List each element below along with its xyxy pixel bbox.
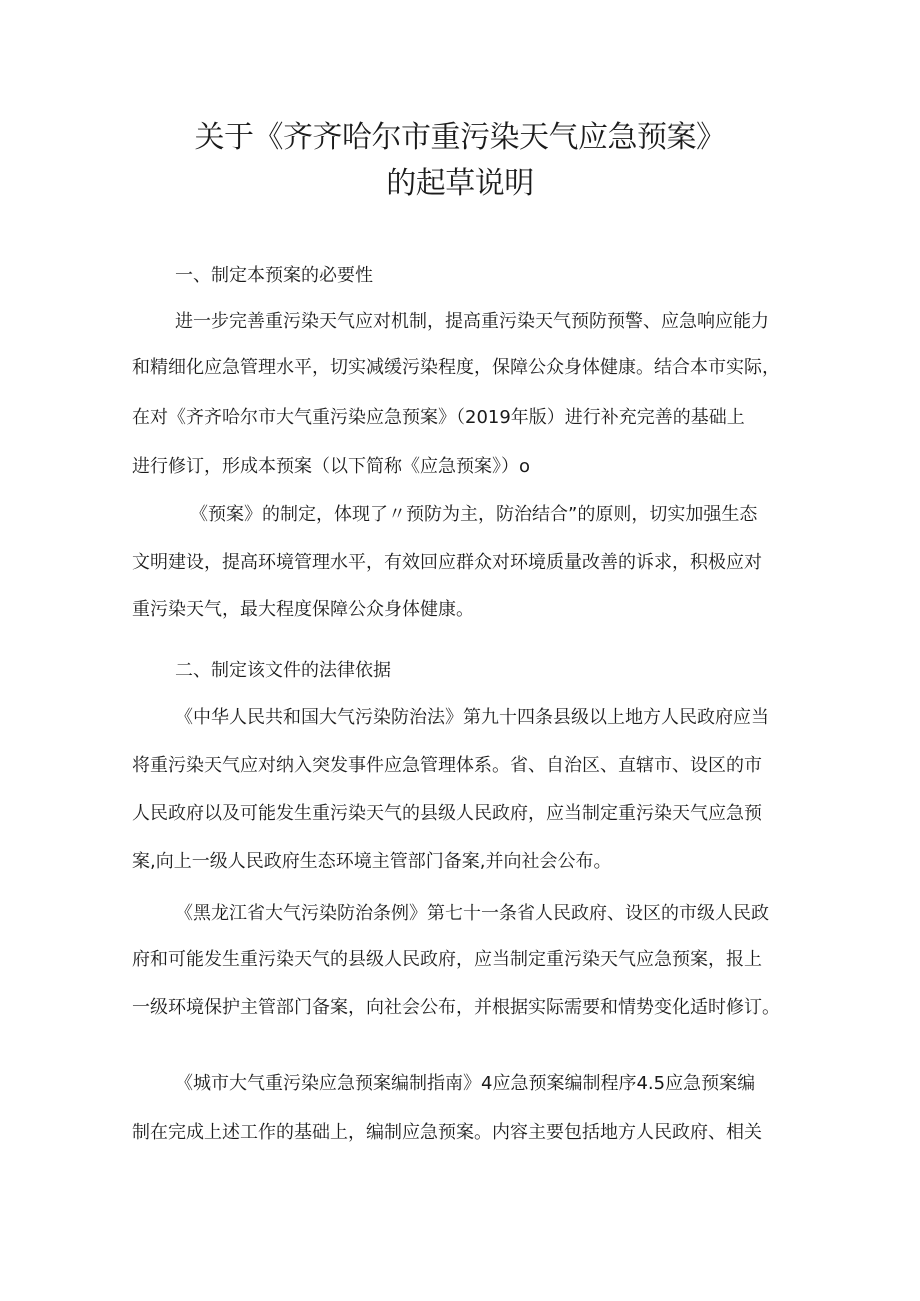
section-2-paragraph-2-line-1: 《黑龙江省大气污染防治条例》第七十一条省人民政府、设区的市级人民政 — [175, 903, 769, 924]
section-1-heading: 一、制定本预案的必要性 — [175, 265, 373, 286]
section-2-paragraph-1-line-3: 人民政府以及可能发生重污染天气的县级人民政府，应当制定重污染天气应急预 — [132, 803, 762, 824]
section-1-paragraph-1-line-2: 和精细化应急管理水平，切实减缓污染程度，保障公众身体健康。结合本市实际， — [132, 357, 780, 378]
section-2-paragraph-2-line-3: 一级环境保护主管部门备案，向社会公布，并根据实际需要和情势变化适时修订。 — [132, 997, 780, 1018]
section-2-paragraph-2-line-2: 府和可能发生重污染天气的县级人民政府，应当制定重污染天气应急预案，报上 — [132, 949, 762, 970]
section-2-paragraph-1-line-1: 《中华人民共和国大气污染防治法》第九十四条县级以上地方人民政府应当 — [175, 707, 769, 728]
section-2-heading: 二、制定该文件的法律依据 — [175, 660, 391, 681]
section-2-paragraph-3-line-1: 《城市大气重污染应急预案编制指南》4应急预案编制程序4.5应急预案编 — [175, 1073, 756, 1094]
section-1-paragraph-2-line-2: 文明建设，提高环境管理水平，有效回应群众对环境质量改善的诉求，积极应对 — [132, 552, 762, 573]
section-1-paragraph-1-line-3: 在对《齐齐哈尔市大气重污染应急预案》（2019年版）进行补充完善的基础上 — [132, 407, 745, 428]
section-2-paragraph-1-line-2: 将重污染天气应对纳入突发事件应急管理体系。省、自治区、直辖市、设区的市 — [132, 755, 762, 776]
section-1-paragraph-2-line-3: 重污染天气，最大程度保障公众身体健康。 — [132, 599, 474, 620]
section-2-paragraph-1-line-4: 案,向上一级人民政府生态环境主管部门备案,并向社会公布。 — [132, 851, 612, 872]
document-title-line-1: 关于《齐齐哈尔市重污染天气应急预案》 — [194, 120, 726, 155]
section-2-paragraph-3-line-2: 制在完成上述工作的基础上，编制应急预案。内容主要包括地方人民政府、相关 — [132, 1122, 762, 1143]
section-1-paragraph-2-line-1: 《预案》的制定，体现了〃预防为主，防治结合”的原则，切实加强生态 — [190, 504, 758, 525]
document-title-line-2: 的起草说明 — [386, 166, 534, 201]
section-1-paragraph-1-line-4: 进行修订，形成本预案（以下简称《应急预案》）o — [132, 456, 531, 477]
section-1-paragraph-1-line-1: 进一步完善重污染天气应对机制，提高重污染天气预防预警、应急响应能力 — [175, 311, 769, 332]
